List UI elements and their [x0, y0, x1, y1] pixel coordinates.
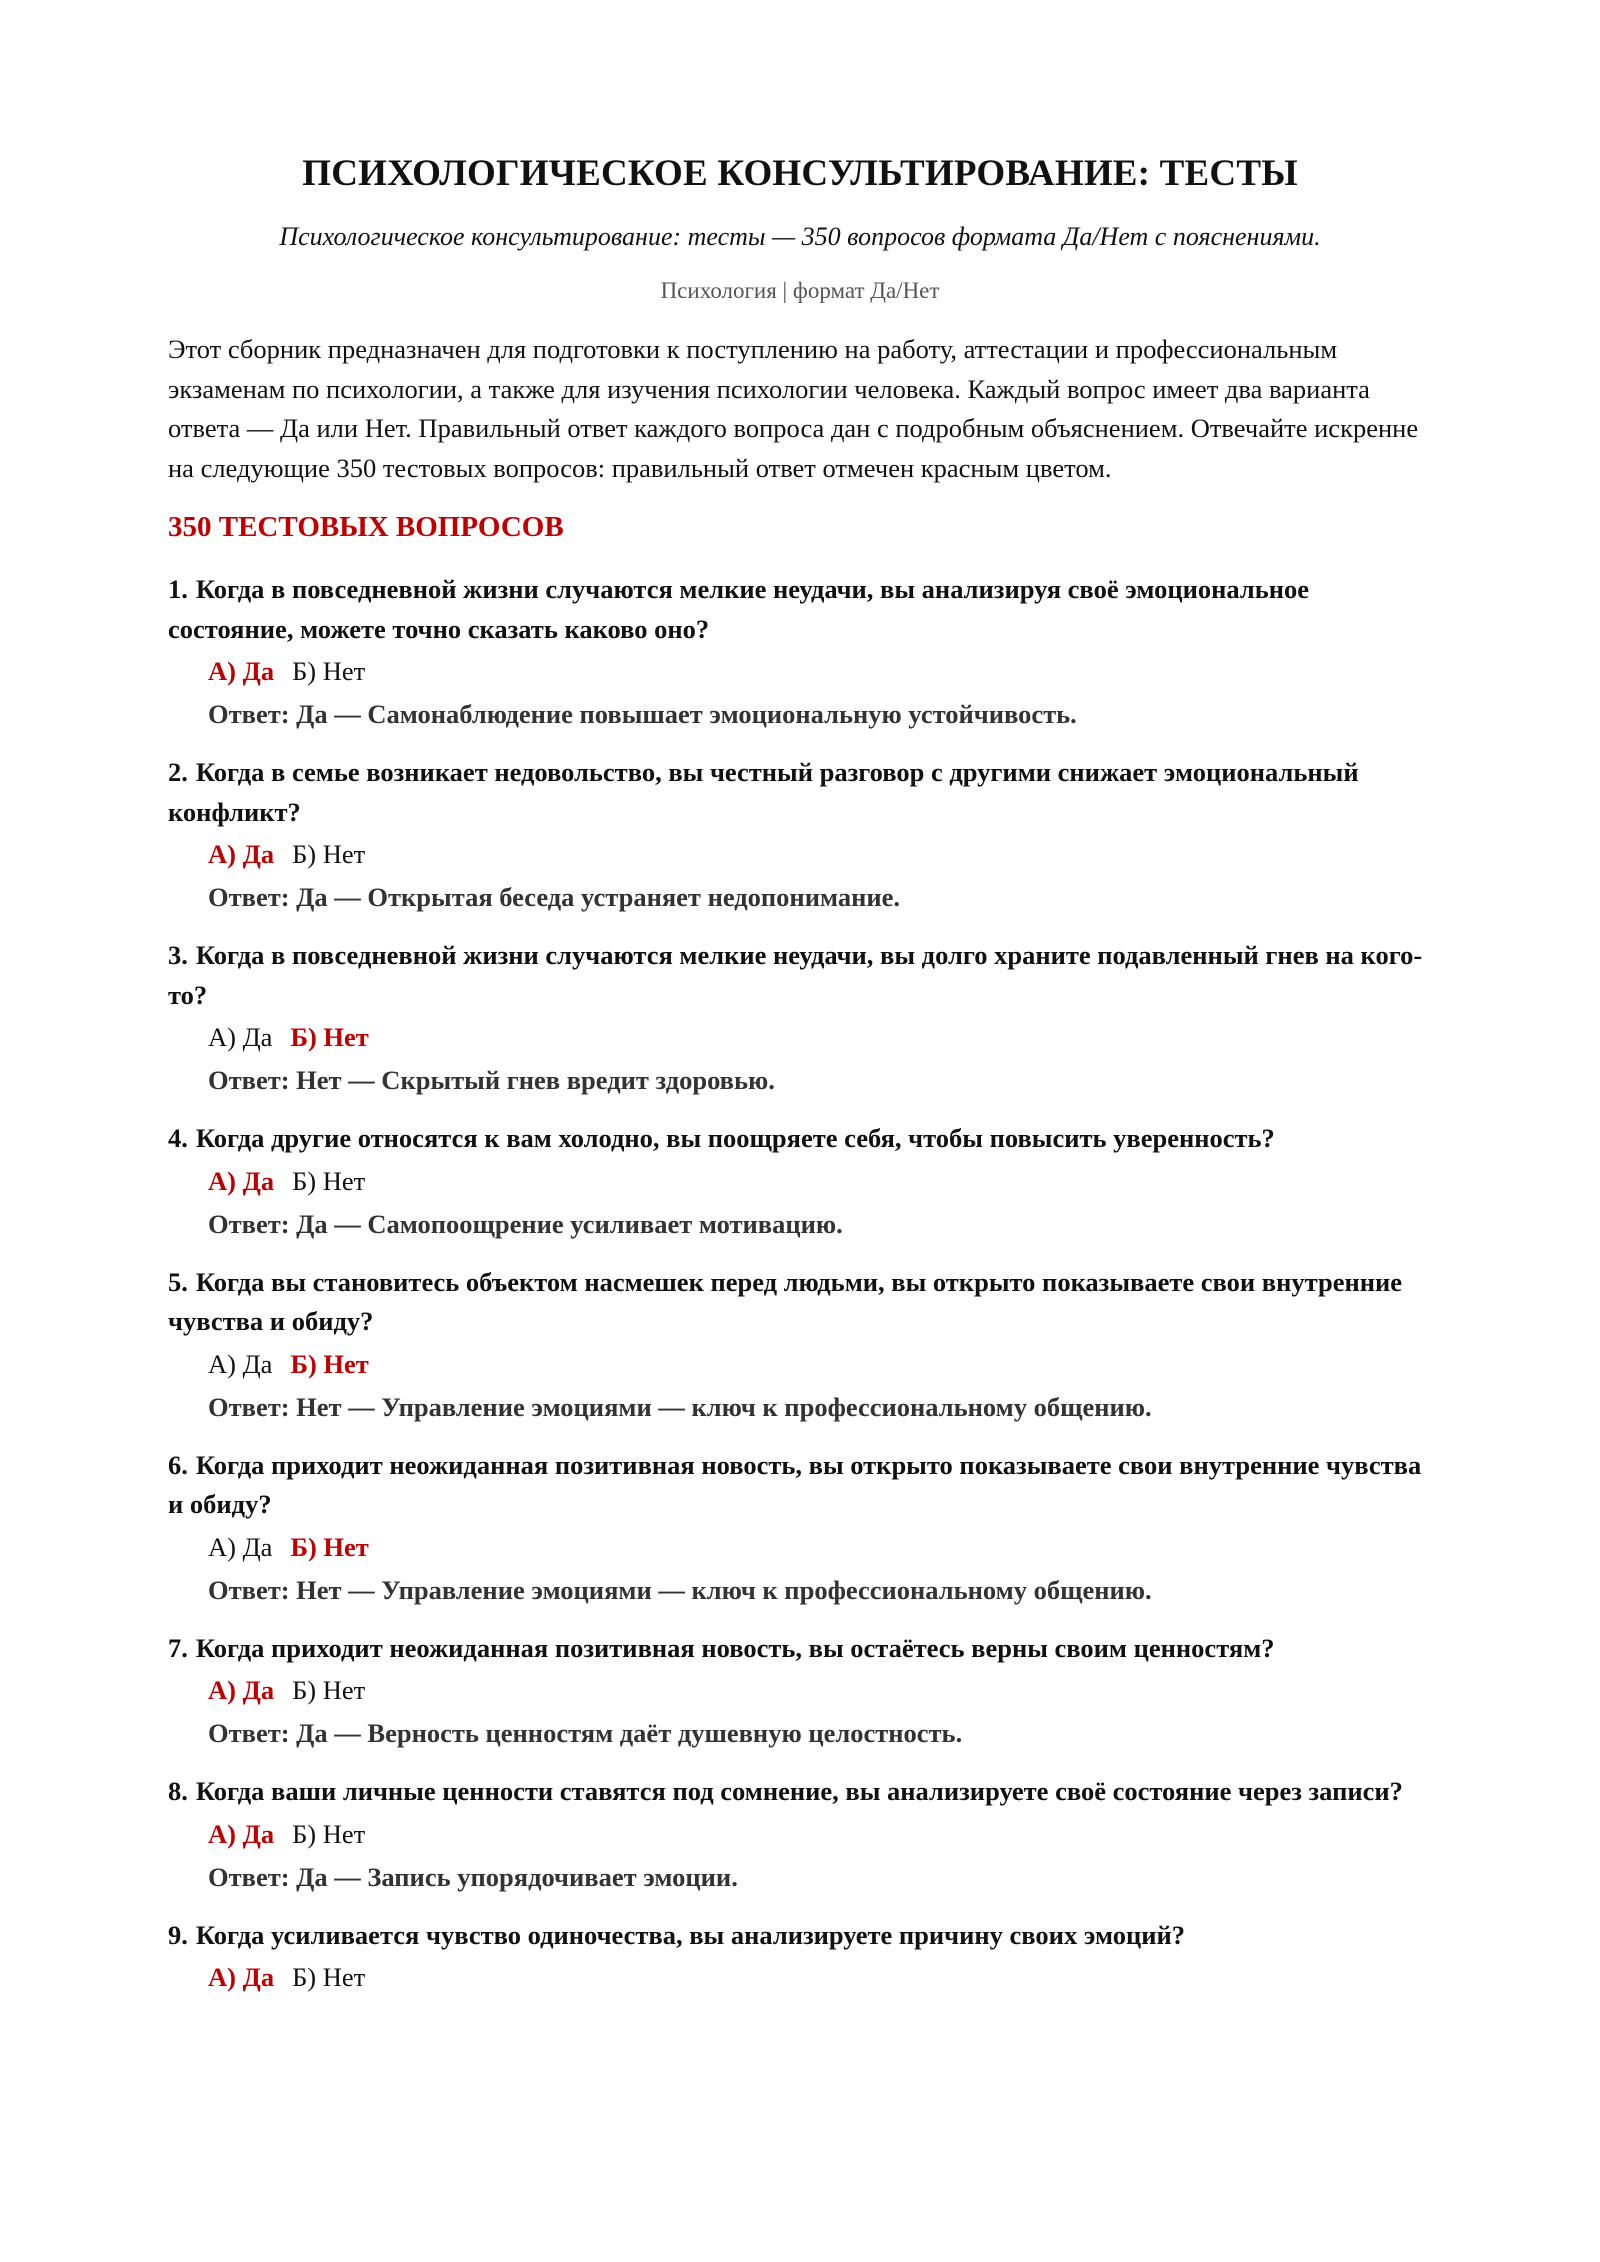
option-a: А) Да	[208, 1531, 273, 1562]
option-b: Б) Нет	[290, 1531, 369, 1562]
question-list	[168, 570, 1432, 1997]
question-number: 1.	[168, 574, 188, 604]
question-text: Когда другие относятся к вам холодно, вы поощряете себя, чтобы повысить уверенность?	[195, 1123, 1275, 1153]
option-b: Б) Нет	[292, 656, 366, 686]
option-b: Б) Нет	[292, 1675, 366, 1705]
intro-paragraph: Этот сборник предназначен для подготовки к поступлению на работу, аттестации и профессиональным экзаменам по психологии, а также для изучения психологии человека. Каждый вопрос имеет два варианта ответа — Да или Нет. Правильный ответ каждого вопроса дан с подробным объяснением. Отвечайте искренне на следующие 350 тестовых вопросов: правильный ответ отмечен красным цветом.	[168, 334, 1419, 483]
question-text-line	[168, 1629, 1432, 1669]
option-b: Б) Нет	[292, 1818, 366, 1849]
answer-options	[208, 1527, 1432, 1567]
question-text: Когда в семье возникает недовольство, вы честный разговор с другими снижает эмоциональный конфликт?	[168, 757, 1359, 827]
document-title: ПСИХОЛОГИЧЕСКОЕ КОНСУЛЬТИРОВАНИЕ: ТЕСТЫ	[302, 153, 1298, 194]
option-a: А) Да	[208, 1022, 273, 1052]
answer-explanation: Ответ: Нет — Управление эмоциями — ключ к профессиональному общению.	[208, 1391, 1152, 1422]
option-a: А) Да	[208, 1165, 275, 1196]
question-text-line	[168, 1263, 1432, 1342]
option-a: А) Да	[208, 1348, 273, 1379]
question-text: Когда приходит неожиданная позитивная новость, вы открыто показываете свои внутренние чувства и обиду?	[168, 1449, 1422, 1519]
question-text-line	[168, 1772, 1432, 1812]
answer-options	[208, 1344, 1432, 1384]
option-a: А) Да	[208, 1962, 275, 1992]
answer-options	[208, 1957, 1432, 1997]
option-b: Б) Нет	[292, 1165, 366, 1196]
question-number: 4.	[168, 1123, 188, 1153]
question-item	[168, 1629, 1432, 1754]
answer-explanation: Ответ: Да — Открытая беседа устраняет недопонимание.	[208, 882, 901, 912]
answer-options	[208, 1161, 1432, 1201]
answer-options	[208, 1814, 1432, 1854]
option-a: А) Да	[208, 1818, 275, 1849]
question-number: 5.	[168, 1266, 188, 1297]
option-b: Б) Нет	[290, 1022, 369, 1052]
question-number: 3.	[168, 940, 188, 970]
question-text: Когда ваши личные ценности ставятся под сомнение, вы анализируете своё состояние через записи?	[195, 1776, 1403, 1806]
question-text-line	[168, 936, 1432, 1015]
option-a: А) Да	[208, 656, 275, 686]
option-b: Б) Нет	[292, 839, 366, 869]
question-number: 9.	[168, 1919, 188, 1950]
question-number: 7.	[168, 1632, 188, 1663]
option-b: Б) Нет	[292, 1962, 366, 1992]
question-text: Когда усиливается чувство одиночества, вы анализируете причину своих эмоций?	[195, 1919, 1186, 1950]
answer-options	[208, 1017, 1432, 1057]
question-number: 6.	[168, 1449, 188, 1480]
question-text: Когда в повседневной жизни случаются мелкие неудачи, вы анализируя своё эмоциональное состояние, можете точно сказать каково оно?	[168, 574, 1310, 644]
question-number: 2.	[168, 757, 188, 787]
answer-explanation: Ответ: Да — Запись упорядочивает эмоции.	[208, 1861, 738, 1892]
question-item	[168, 1446, 1432, 1610]
answer-explanation: Ответ: Да — Самопоощрение усиливает мотивацию.	[208, 1208, 843, 1239]
question-text-line	[168, 570, 1432, 649]
answer-explanation: Ответ: Да — Самонаблюдение повышает эмоциональную устойчивость.	[208, 699, 1077, 729]
question-text: Когда в повседневной жизни случаются мелкие неудачи, вы долго храните подавленный гнев на кого-то?	[168, 940, 1423, 1010]
question-text-line	[168, 1446, 1432, 1525]
question-text-line	[168, 753, 1432, 832]
question-item	[168, 1263, 1432, 1427]
answer-explanation: Ответ: Нет — Скрытый гнев вредит здоровью.	[208, 1065, 775, 1095]
question-item	[168, 936, 1432, 1100]
section-heading: 350 ТЕСТОВЫХ ВОПРОСОВ	[168, 511, 564, 543]
option-b: Б) Нет	[290, 1348, 369, 1379]
answer-options	[208, 834, 1432, 874]
question-item	[168, 570, 1432, 734]
option-a: А) Да	[208, 1675, 275, 1705]
question-item	[168, 753, 1432, 917]
answer-options	[208, 651, 1432, 691]
option-a: А) Да	[208, 839, 275, 869]
document-subtitle: Психологическое консультирование: тесты — 350 вопросов формата Да/Нет с пояснениями.	[279, 222, 1321, 251]
question-text-line	[168, 1119, 1432, 1159]
question-text-line	[168, 1916, 1432, 1956]
question-text: Когда приходит неожиданная позитивная новость, вы остаётесь верны своим ценностям?	[195, 1632, 1275, 1663]
question-item	[168, 1772, 1432, 1897]
question-number: 8.	[168, 1776, 188, 1806]
answer-explanation: Ответ: Нет — Управление эмоциями — ключ к профессиональному общению.	[208, 1574, 1152, 1605]
question-item	[168, 1916, 1432, 1998]
question-text: Когда вы становитесь объектом насмешек перед людьми, вы открыто показываете свои внутренние чувства и обиду?	[168, 1266, 1403, 1336]
answer-options	[208, 1670, 1432, 1710]
document-meta: Психология | формат Да/Нет	[660, 278, 940, 303]
question-item	[168, 1119, 1432, 1244]
answer-explanation: Ответ: Да — Верность ценностям даёт душевную целостность.	[208, 1718, 963, 1748]
